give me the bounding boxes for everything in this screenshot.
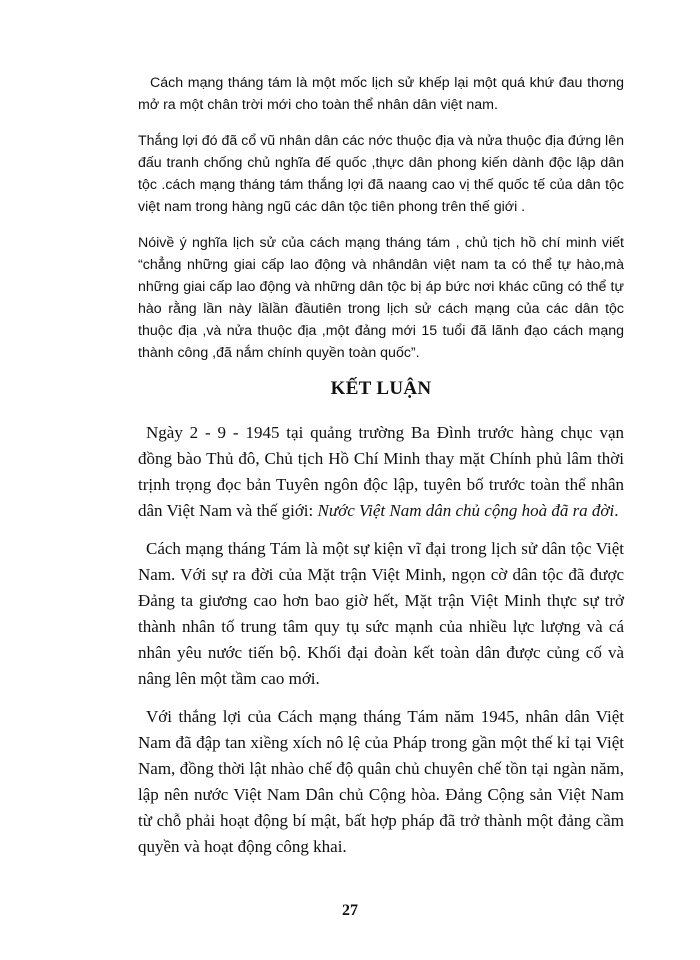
declaration-italic: Nước Việt Nam dân chủ cộng hoà đã ra đời (317, 501, 615, 520)
paragraph-quote: Nóivề ý nghĩa lịch sử của cách mạng tháng tám , chủ tịch hồ chí minh viết “chẳng những giai cấp lao động và nhândân việt nam ta có thể tự hào,mà những giai cấp lao động và những dân tộc bị áp bức nơi khác cũng có thể tự hào rằng lần này lầlần đầutiên trong lịch sử cách mạng của các dân tộc thuộc địa ,và nửa thuộc địa ,một đảng mới 15 tuổi đã lãnh đạo cách mạng thành công ,đã nắm chính quyền toàn quốc”. (138, 235, 624, 361)
paragraph-event: Cách mạng tháng Tám là một sự kiện vĩ đại trong lịch sử dân tộc Việt Nam. Với sự ra đời của Mặt trận Việt Minh, ngọn cờ dân tộc đã được Đảng ta giương cao hơn bao giờ hết, Mặt trận Việt Minh thực sự trở thành nhân tố trung tâm quy tụ sức mạnh của nhiều lực lượng và cá nhân yêu nước tiến bộ. Khối đại đoàn kết toàn dân được củng cố và nâng lên một tầm cao mới. (138, 539, 624, 688)
page-number: 27 (342, 902, 358, 919)
paragraph-victory: Thắng lợi đó đã cổ vũ nhân dân các nớc thuộc địa và nửa thuộc địa đứng lên đấu tranh chống chủ nghĩa đế quốc ,thực dân phong kiến dành độc lập dân tộc .cách mạng tháng tám thắng lợi đã naang cao vị thế quốc tế của dân tộc việt nam trong hàng ngũ các dân tộc tiên phong trên thế giới . (138, 133, 624, 215)
paragraph-intro: Cách mạng tháng tám là một mốc lịch sử khếp lại một quá khứ đau thơng mở ra một chân trời mới cho toàn thể nhân dân việt nam. (138, 75, 624, 113)
conclusion-heading: KẾT LUẬN (330, 378, 432, 399)
paragraph-result: Với thắng lợi của Cách mạng tháng Tám năm 1945, nhân dân Việt Nam đã đập tan xiềng xích nô lệ của Pháp trong gần một thế kỉ tại Việt Nam, đồng thời lật nhào chế độ quân chủ chuyên chế tồn tại ngàn năm, lập nên nước Việt Nam Dân chủ Cộng hòa. Đảng Cộng sản Việt Nam từ chỗ phải hoạt động bí mật, bất hợp pháp đã trở thành một đảng cầm quyền và hoạt động công khai. (138, 707, 624, 856)
declaration-text: Ngày 2 - 9 - 1945 tại quảng trường Ba Đình trước hàng chục vạn đồng bào Thủ đô, Chủ tịch Hồ Chí Minh thay mặt Chính phủ lâm thời trịnh trọng đọc bản Tuyên ngôn độc lập, tuyên bố trước toàn thể nhân dân Việt Nam và thế giới: (138, 423, 624, 520)
document-page (138, 72, 624, 860)
declaration-end: . (614, 501, 619, 520)
paragraph-declaration (138, 420, 624, 524)
